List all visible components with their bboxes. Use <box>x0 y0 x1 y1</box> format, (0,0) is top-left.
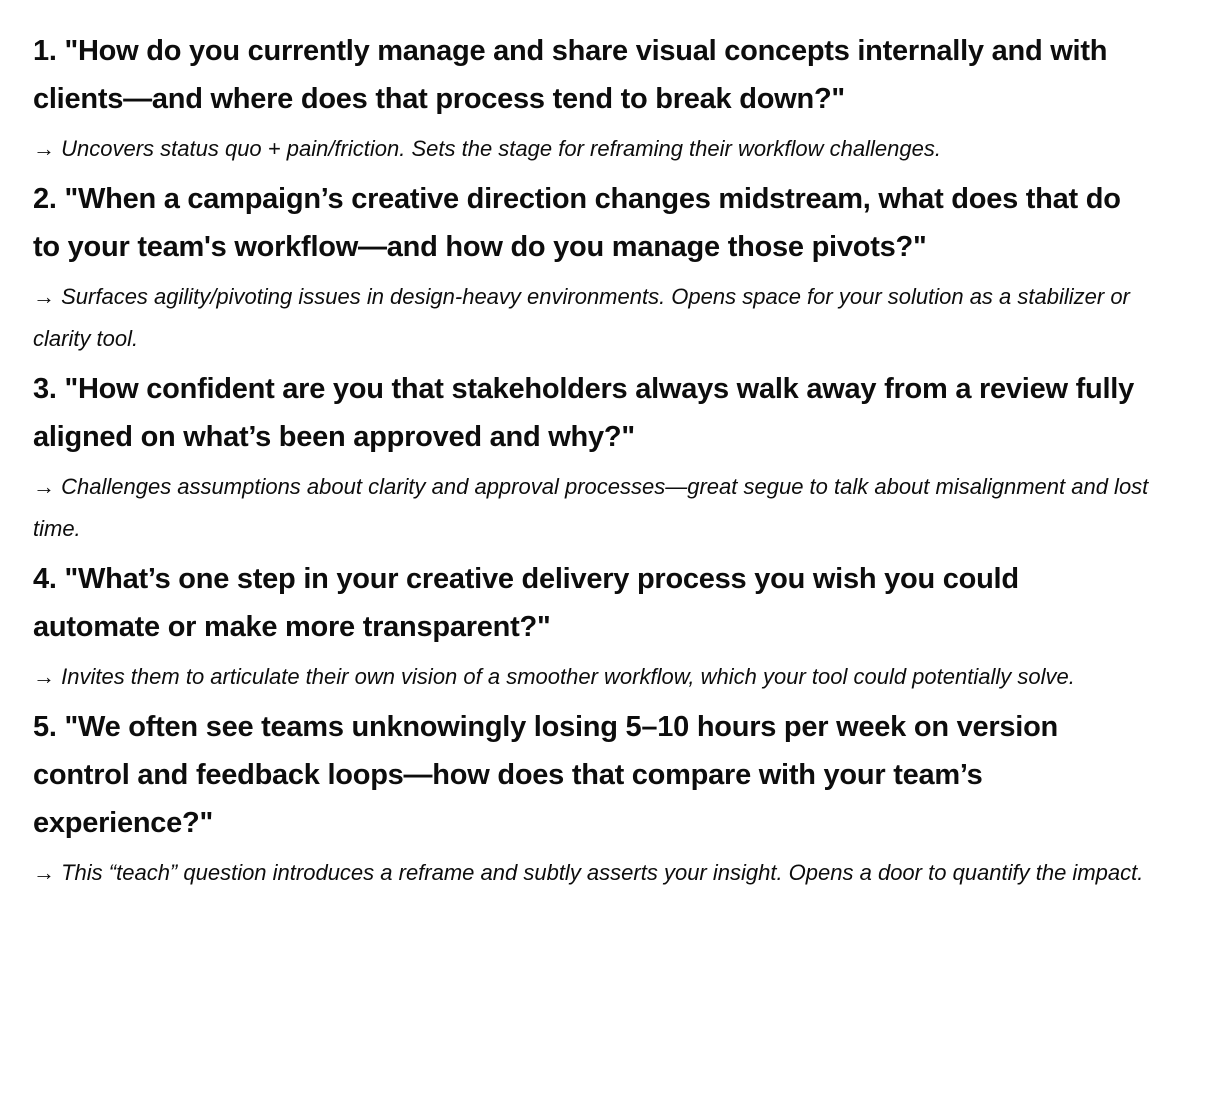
question-note: → Surfaces agility/pivoting issues in design-heavy environments. Opens space for your solution as a stabilizer or clarity tool. <box>33 284 1130 351</box>
question-heading: 3. "How confident are you that stakeholders always walk away from a review fully aligned on what’s been approved and why?" <box>33 373 1134 453</box>
question-heading: 2. "When a campaign’s creative direction changes midstream, what does that do to your team's workflow—and how do you manage those pivots?" <box>33 183 1121 263</box>
list-item <box>33 365 1150 550</box>
list-item <box>33 703 1150 894</box>
list-item <box>33 555 1150 698</box>
list-item <box>33 175 1150 360</box>
question-heading: 5. "We often see teams unknowingly losing 5–10 hours per week on version control and feedback loops—how does that compare with your team’s experience?" <box>33 711 1059 839</box>
question-heading: 1. "How do you currently manage and share visual concepts internally and with clients—and where does that process tend to break down?" <box>33 35 1108 115</box>
question-note: → This “teach” question introduces a reframe and subtly asserts your insight. Opens a door to quantify the impact. <box>33 860 1144 885</box>
question-note: → Invites them to articulate their own vision of a smoother workflow, which your tool could potentially solve. <box>33 664 1075 689</box>
list-item <box>33 27 1150 170</box>
question-note: → Challenges assumptions about clarity and approval processes—great segue to talk about misalignment and lost time. <box>33 474 1149 541</box>
question-heading: 4. "What’s one step in your creative delivery process you wish you could automate or make more transparent?" <box>33 563 1019 643</box>
question-note: → Uncovers status quo + pain/friction. Sets the stage for reframing their workflow challenges. <box>33 136 941 161</box>
